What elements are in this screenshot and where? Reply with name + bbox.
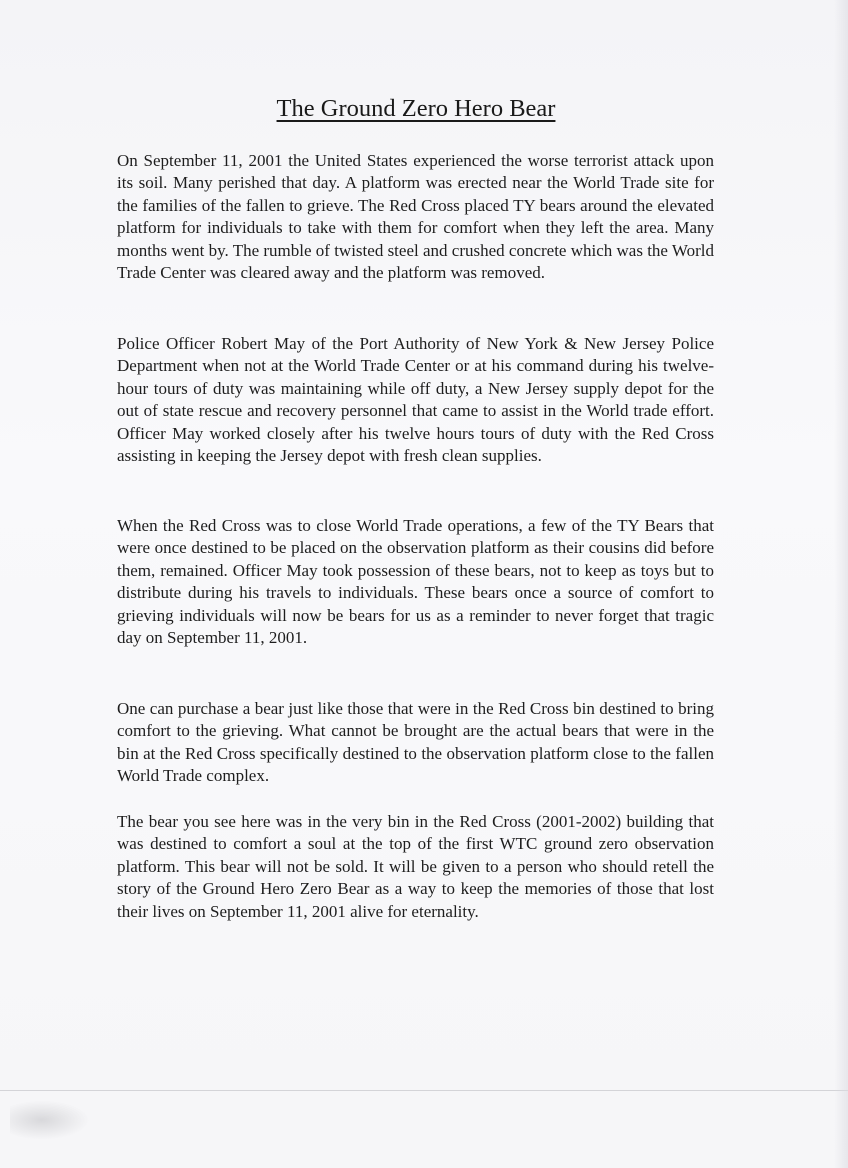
paragraph-this-bear: The bear you see here was in the very bin in the Red Cross (2001-2002) building that was destined to comfort a soul at the top of the first WTC ground zero observation platform. This bear will not be sold. It will be given to a person who should retell the story of the Ground Hero Zero Bear as a way to keep the memories of those that lost their lives on September 11, 2001 alive for eternality. xyxy=(117,812,714,921)
paragraph-purchase: One can purchase a bear just like those that were in the Red Cross bin destined to bring comfort to the grieving. What cannot be brought are the actual bears that were in the bin at the Red Cross specifically destined to the observation platform close to the fallen World Trade complex. xyxy=(117,699,714,786)
paragraph-september-11: On September 11, 2001 the United States experienced the worse terrorist attack upon its soil. Many perished that day. A platform was erected near the World Trade site for the families of the fallen to grieve. The Red Cross placed TY bears around the elevated platform for individuals to take with them for comfort when they left the area. Many months went by. The rumble of twisted steel and crushed concrete which was the World Trade Center was cleared away and the platform was removed. xyxy=(117,151,714,283)
paragraph-ty-bears: When the Red Cross was to close World Trade operations, a few of the TY Bears that were once destined to be placed on the observation platform as their cousins did before them, remained. Officer May took possession of these bears, not to keep as toys but to distribute during his travels to individuals. These bears once a source of comfort to grieving individuals will now be bears for us as a reminder to never forget that tragic day on September 11, 2001. xyxy=(117,516,714,648)
scan-artifact xyxy=(10,1100,90,1140)
scan-edge-line xyxy=(0,1090,848,1091)
scan-shadow xyxy=(834,0,848,1168)
document-title: The Ground Zero Hero Bear xyxy=(276,95,556,122)
paragraph-officer-may: Police Officer Robert May of the Port Authority of New York & New Jersey Police Department when not at the World Trade Center or at his command during his twelve-hour tours of duty was maintaining while off duty, a New Jersey supply depot for the out of state rescue and recovery personnel that came to assist in the World trade effort. Officer May worked closely after his twelve hours tours of duty with the Red Cross assisting in keeping the Jersey depot with fresh clean supplies. xyxy=(117,334,714,466)
